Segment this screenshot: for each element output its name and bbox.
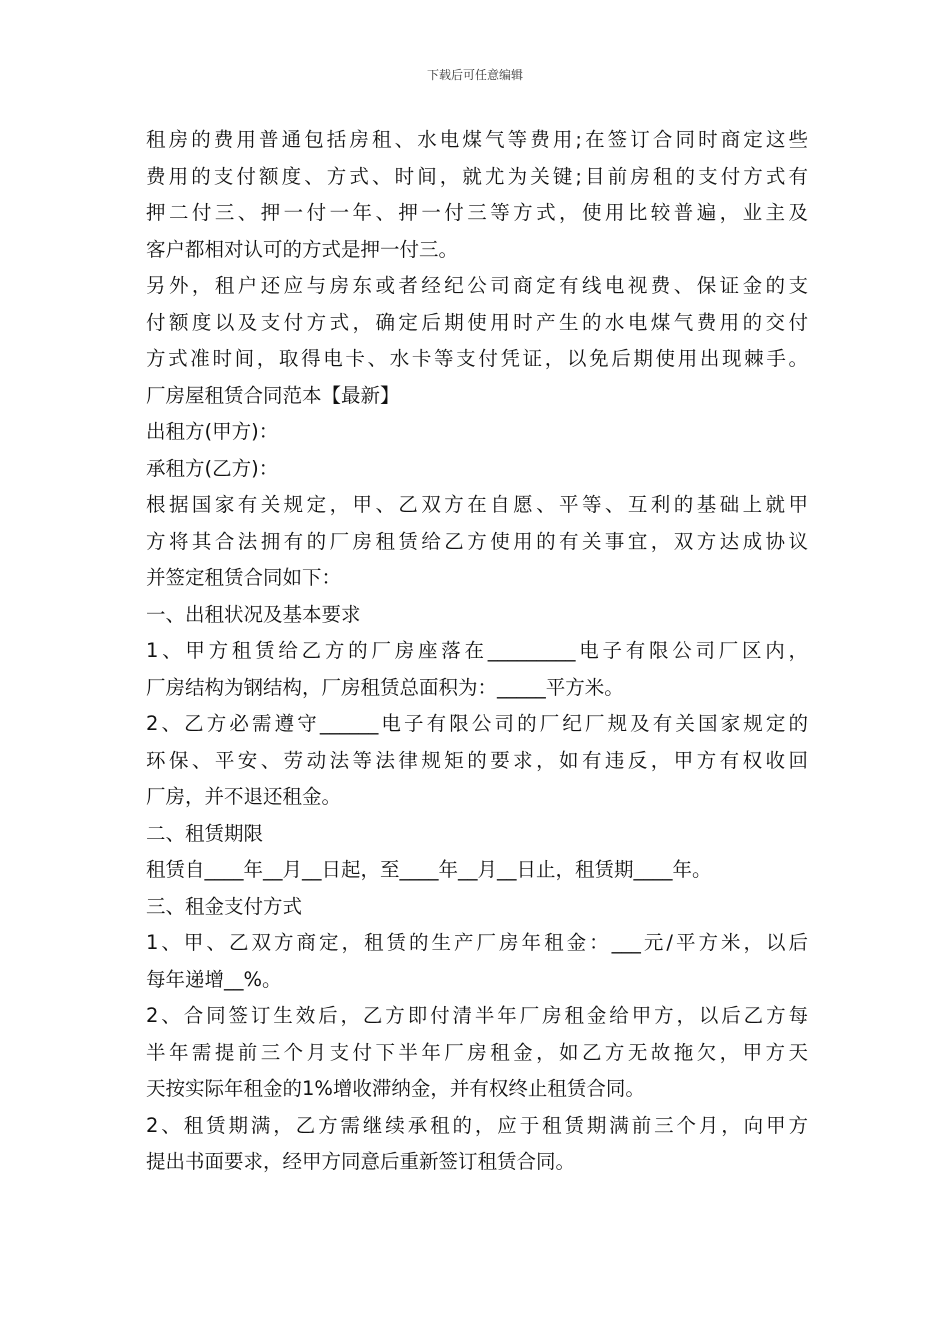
text-line: 2、乙方必需遵守______电子有限公司的厂纪厂规及有关国家规定的 — [146, 712, 808, 735]
text-line: 每年递增__%。 — [146, 967, 282, 991]
text-line: 租赁自____年__月__日起，至____年__月__日止，租赁期____年。 — [146, 858, 712, 881]
text-line: 费用的支付额度、方式、时间，就尤为关键;目前房租的支付方式有 — [146, 164, 808, 188]
text-line: 1、甲、乙双方商定，租赁的生产厂房年租金：___元/平方米，以后 — [146, 931, 808, 954]
text-line: 并签定租赁合同如下： — [146, 566, 342, 589]
text-line: 二、租赁期限 — [146, 821, 264, 845]
text-line: 2、合同签订生效后，乙方即付清半年厂房租金给甲方，以后乙方每 — [146, 1004, 808, 1027]
text-line: 三、租金支付方式 — [146, 894, 303, 918]
text-line: 方式准时间，取得电卡、水卡等支付凭证，以免后期使用出现棘手。 — [146, 347, 808, 370]
text-line: 厂房结构为钢结构，厂房租赁总面积为：_____平方米。 — [146, 675, 624, 699]
text-line: 半年需提前三个月支付下半年厂房租金，如乙方无故拖欠，甲方天 — [146, 1040, 808, 1064]
text-line: 租房的费用普通包括房租、水电煤气等费用;在签订合同时商定这些 — [146, 128, 808, 151]
text-line: 天按实际年租金的1%增收滞纳金，并有权终止租赁合同。 — [146, 1077, 645, 1100]
text-line: 提出书面要求，经甲方同意后重新签订租赁合同。 — [146, 1150, 576, 1173]
text-line: 承租方(乙方)： — [146, 456, 279, 480]
text-line: 厂房屋租赁合同范本【最新】 — [146, 383, 400, 407]
text-line: 2、租赁期满，乙方需继续承租的，应于租赁期满前三个月，向甲方 — [146, 1113, 808, 1137]
text-line: 出租方(甲方)： — [146, 420, 279, 443]
text-line: 厂房，并不退还租金。 — [146, 785, 342, 808]
text-line: 一、出租状况及基本要求 — [146, 602, 361, 626]
text-line: 根据国家有关规定，甲、乙双方在自愿、平等、互利的基础上就甲 — [146, 493, 808, 516]
text-line: 方将其合法拥有的厂房租赁给乙方使用的有关事宜，双方达成协议 — [146, 529, 808, 553]
text-line: 1、甲方租赁给乙方的厂房座落在_________电子有限公司厂区内， — [146, 639, 808, 662]
text-line: 押二付三、押一付一年、押一付三等方式，使用比较普遍，业主及 — [146, 201, 808, 224]
text-line: 另外，租户还应与房东或者经纪公司商定有线电视费、保证金的支 — [146, 274, 808, 297]
text-line: 环保、平安、劳动法等法律规矩的要求，如有违反，甲方有权收回 — [146, 748, 808, 772]
page-header: 下载后可任意编辑 — [426, 68, 523, 82]
text-line: 付额度以及支付方式，确定后期使用时产生的水电煤气费用的交付 — [146, 310, 808, 334]
document-body — [146, 122, 808, 1181]
text-line: 客户都相对认可的方式是押一付三。 — [146, 237, 459, 261]
